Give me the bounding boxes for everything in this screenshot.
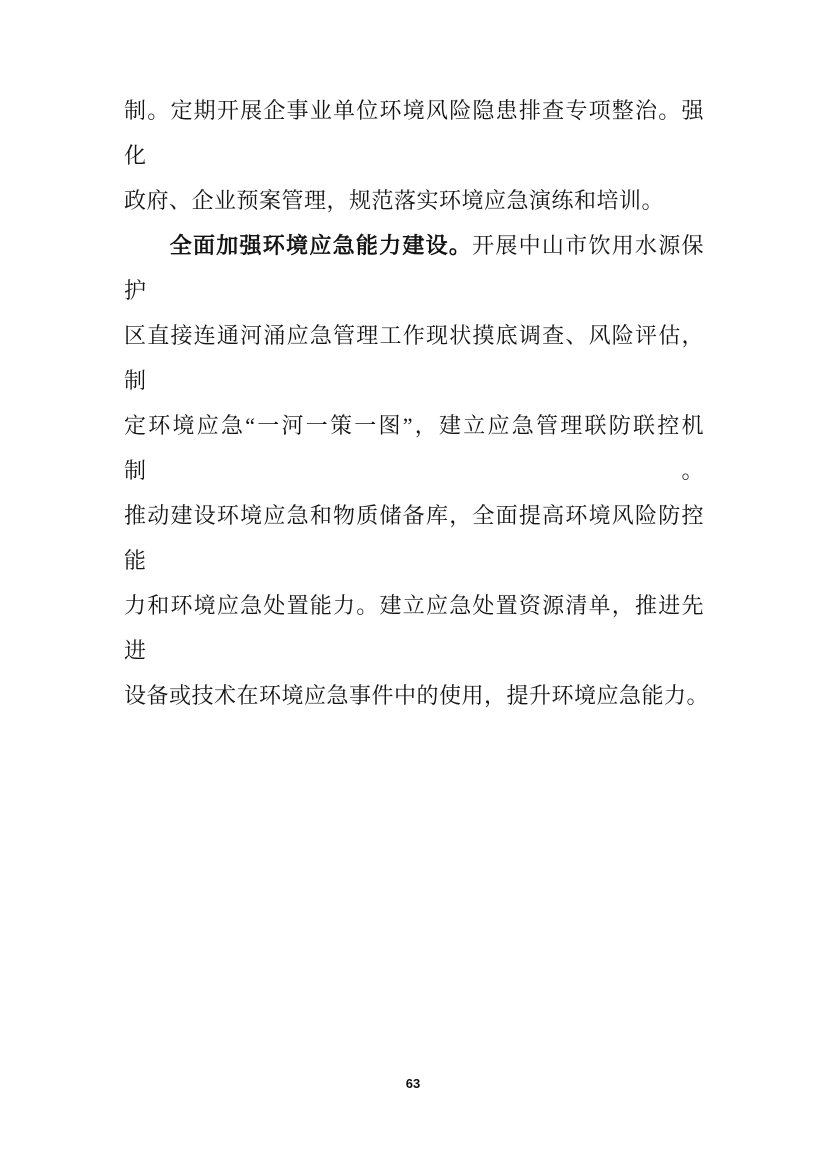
paragraph-line (124, 223, 704, 313)
paragraph-line: 制。定期开展企事业单位环境风险隐患排查专项整治。强化 (124, 98, 704, 168)
body-text (124, 88, 710, 718)
paragraph-line: 区直接连通河涌应急管理工作现状摸底调查、风险评估，制 (124, 323, 704, 393)
paragraph-line: 设备或技术在环境应急事件中的使用，提升环境应急能力。 (124, 683, 710, 708)
paragraph-lead-bold: 全面加强环境应急能力建设。 (169, 233, 473, 258)
paragraph-line: 推动建设环境应急和物质储备库，全面提高环境风险防控能 (124, 503, 704, 573)
page-number: 63 (405, 1076, 421, 1091)
paragraph-line: 政府、企业预案管理，规范落实环境应急演练和培训。 (124, 188, 665, 213)
paragraph-lead-text: 开展中山市饮用水源保护 (124, 233, 704, 303)
paragraph-line: 力和环境应急处置能力。建立应急处置资源清单，推进先进 (124, 593, 704, 663)
paragraph-line: 定环境应急“一河一策一图”，建立应急管理联防联控机制。 (124, 413, 704, 483)
